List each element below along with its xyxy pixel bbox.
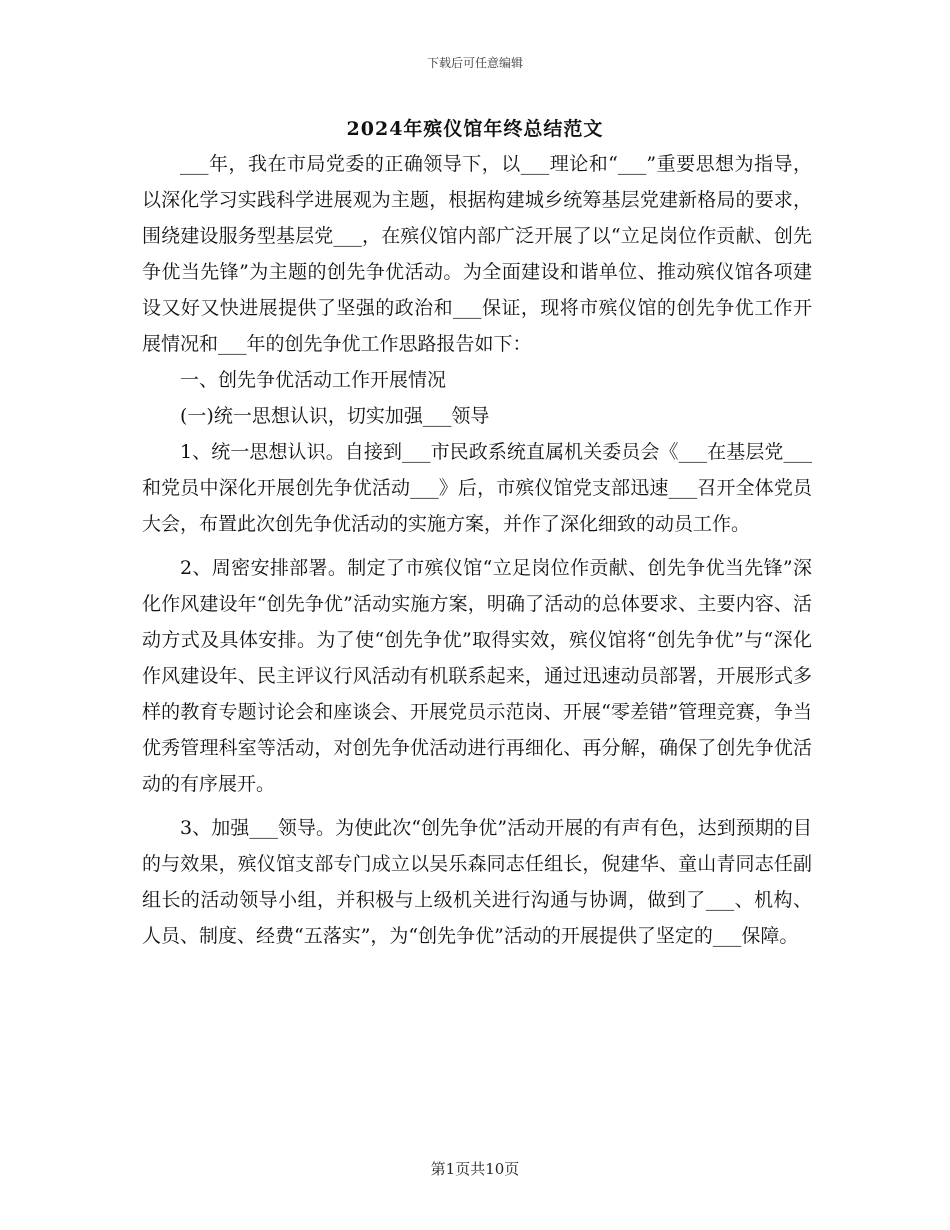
header-note: 下载后可任意编辑 [426, 56, 523, 70]
paragraph-intro: ___年，我在市局党委的正确领导下，以___理论和“___”重要思想为指导，以深化学习实践科学进展观为主题，根据构建城乡统筹基层党建新格局的要求，围绕建设服务型基层党___，在殡仪馆内部广泛开展了以“立足岗位作贡献、创先争优当先锋”为主题的创先争优活动。为全面建设和谐单位、推动殡仪馆各项建设又好又快进展提供了坚强的政治和___保证，现将市殡仪馆的创先争优工作开展情况和___年的创先争优工作思路报告如下： [142, 153, 812, 355]
paragraph-item-2: 2、周密安排部署。制定了市殡仪馆“立足岗位作贡献、创先争优当先锋”深化作风建设年“创先争优”活动实施方案，明确了活动的总体要求、主要内容、活动方式及具体安排。为了使“创先争优”取得实效，殡仪馆将“创先争优”与“深化作风建设年、民主评议行风活动有机联系起来，通过迅速动员部署，开展形式多样的教育专题讨论会和座谈会、开展党员示范岗、开展“零差错”管理竞赛，争当优秀管理科室等活动，对创先争优活动进行再细化、再分解，确保了创先争优活动的有序展开。 [142, 557, 812, 795]
paragraph-item-3: 3、加强___领导。为使此次“创先争优”活动开展的有声有色，达到预期的目的与效果，殡仪馆支部专门成立以吴乐森同志任组长，倪建华、童山青同志任副组长的活动领导小组，并积极与上级机关进行沟通与协调，做到了___、机构、人员、制度、经费“五落实”，为“创先争优”活动的开展提供了坚定的___保障。 [142, 817, 812, 947]
paragraph-item-1: 1、统一思想认识。自接到___市民政系统直属机关委员会《___在基层党___和党员中深化开展创先争优活动___》后，市殡仪馆党支部迅速___召开全体党员大会，布置此次创先争优活动的实施方案，并作了深化细致的动员工作。 [142, 441, 812, 535]
section-heading: 一、创先争优活动工作开展情况 [180, 369, 447, 391]
subsection-heading: (一)统一思想认识，切实加强___领导 [180, 405, 490, 427]
document-title: 2024年殡仪馆年终总结范文 [346, 118, 604, 140]
page-number: 第1页共10页 [430, 1160, 520, 1178]
document-body [142, 146, 812, 954]
